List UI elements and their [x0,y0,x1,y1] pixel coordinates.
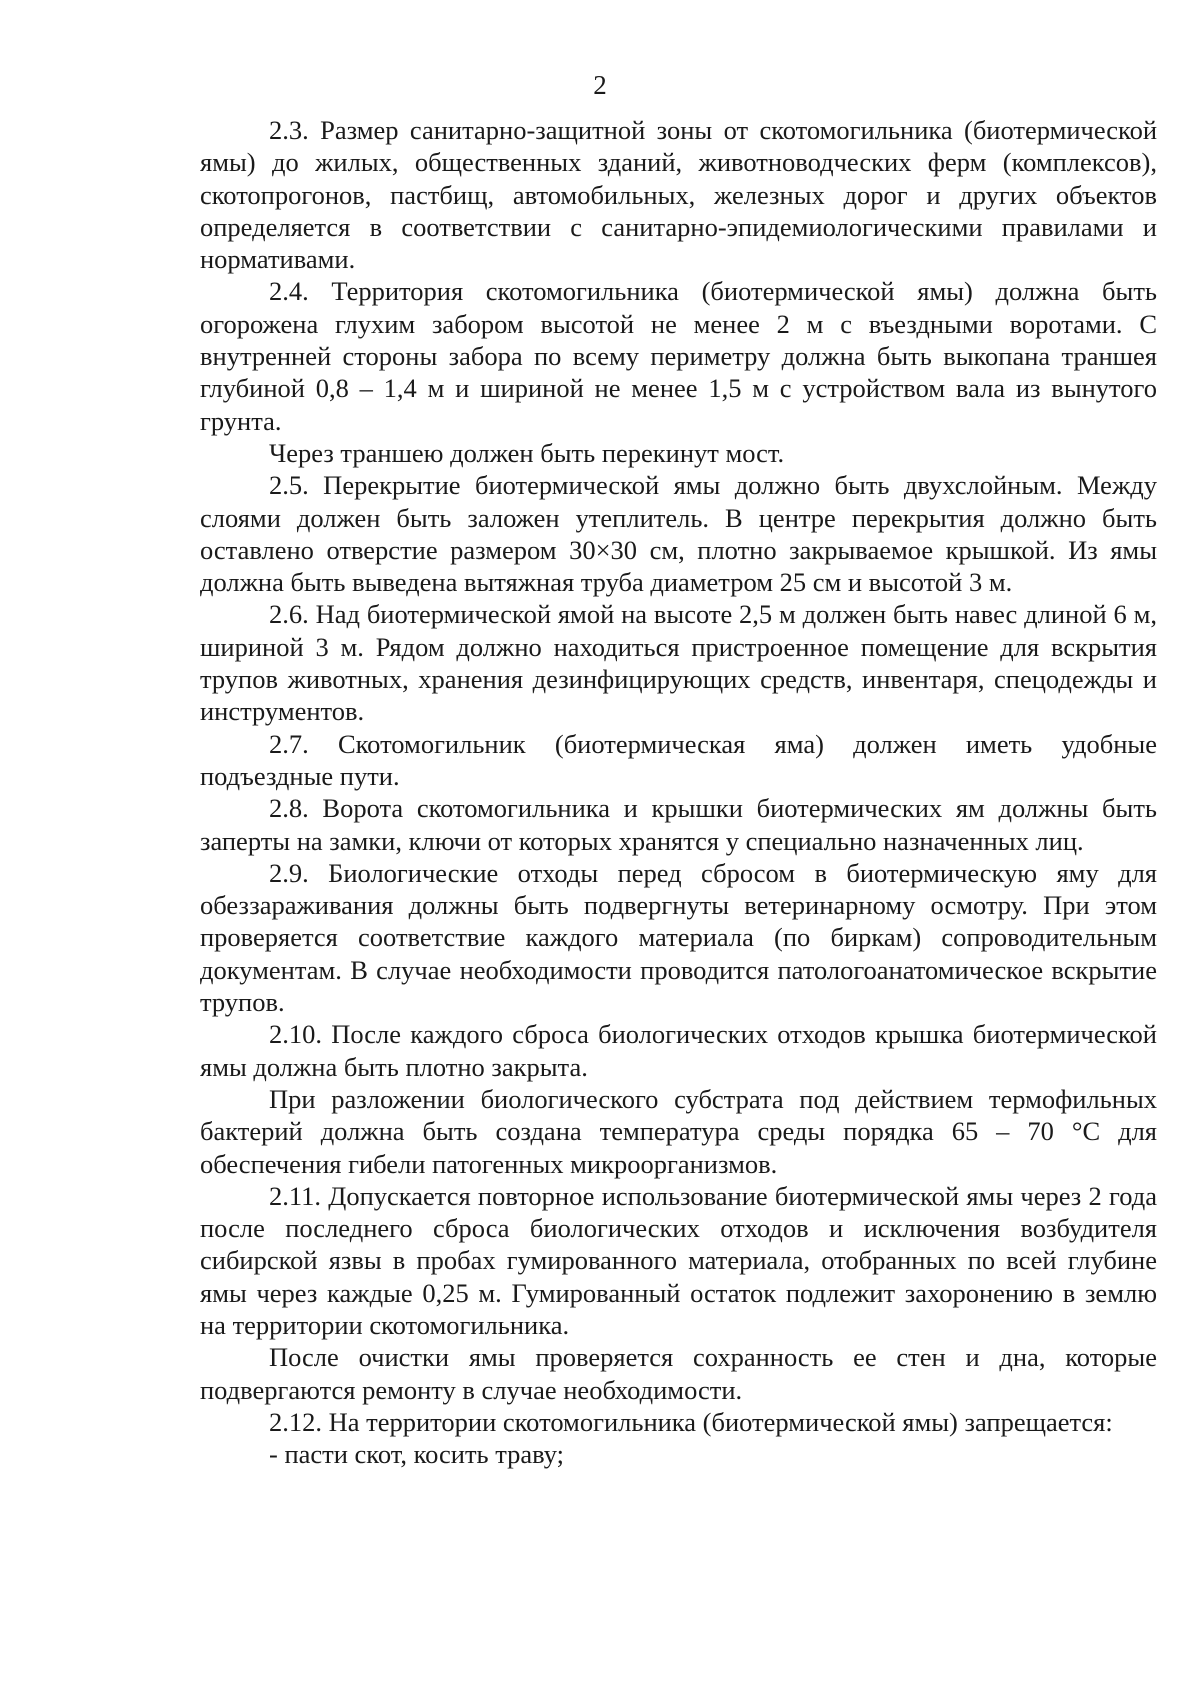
paragraph-2-11-cleaning: После очистки ямы проверяется сохранность ее стен и дна, которые подвергаются ремонту в случае необходимости. [200,1342,1157,1405]
paragraph-2-6: 2.6. Над биотермической ямой на высоте 2,5 м должен быть навес длиной 6 м, шириной 3 м. Рядом должно находиться пристроенное помещение для вскрытия трупов животных, хранения дезинфицирующих средств, инвентаря, спецодежды и инструментов. [200,599,1157,727]
paragraph-2-5: 2.5. Перекрытие биотермической ямы должно быть двухслойным. Между слоями должен быть заложен утеплитель. В центре перекрытия должно быть оставлено отверстие размером 30×30 см, плотно закрываемое крышкой. Из ямы должна быть выведена вытяжная труба диаметром 25 см и высотой 3 м. [200,470,1157,598]
page-number: 2 [593,70,607,100]
paragraph-2-12-item-1: - пасти скот, косить траву; [269,1439,565,1470]
paragraph-2-8: 2.8. Ворота скотомогильника и крышки биотермических ям должны быть заперты на замки, ключи от которых хранятся у специально назначенных лиц. [200,793,1157,856]
paragraph-2-3: 2.3. Размер санитарно-защитной зоны от скотомогильника (биотермической ямы) до жилых, общественных зданий, животноводческих ферм (комплексов), скотопрогонов, пастбищ, автомобильных, железных дорог и других объектов определяется в соответствии с санитарно-эпидемиологическими правилами и нормативами. [200,115,1157,275]
paragraph-2-10: 2.10. После каждого сброса биологических отходов крышка биотермической ямы должна быть плотно закрыта. [200,1019,1157,1082]
paragraph-2-7: 2.7. Скотомогильник (биотермическая яма) должен иметь удобные подъездные пути. [200,728,1157,791]
paragraph-2-12: 2.12. На территории скотомогильника (биотермической ямы) запрещается: [269,1406,1113,1437]
paragraph-2-9: 2.9. Биологические отходы перед сбросом в биотермическую яму для обеззараживания должны быть подвергнуты ветеринарному осмотру. При этом проверяется соответствие каждого материала (по биркам) сопроводительным документам. В случае необходимости проводится патологоанатомическое вскрытие трупов. [200,857,1157,1018]
paragraph-2-4: 2.4. Территория скотомогильника (биотермической ямы) должна быть огорожена глухим забором высотой не менее 2 м с въездными воротами. С внутренней стороны забора по всему периметру должна быть выкопана траншея глубиной 0,8 – 1,4 м и шириной не менее 1,5 м с устройством вала из вынутого грунта. [200,276,1157,436]
paragraph-2-11: 2.11. Допускается повторное использование биотермической ямы через 2 года после последнего сброса биологических отходов и исключения возбудителя сибирской язвы в пробах гумированного материала, отобранных по всей глубине ямы через каждые 0,25 м. Гумированный остаток подлежит захоронению в землю на территории скотомогильника. [200,1180,1157,1340]
paragraph-2-4-bridge: Через траншею должен быть перекинут мост. [269,437,785,468]
paragraph-2-10-temperature: При разложении биологического субстрата под действием термофильных бактерий должна быть создана температура среды порядка 65 – 70 °С для обеспечения гибели патогенных микроорганизмов. [200,1083,1157,1179]
document-body [200,114,1157,1470]
